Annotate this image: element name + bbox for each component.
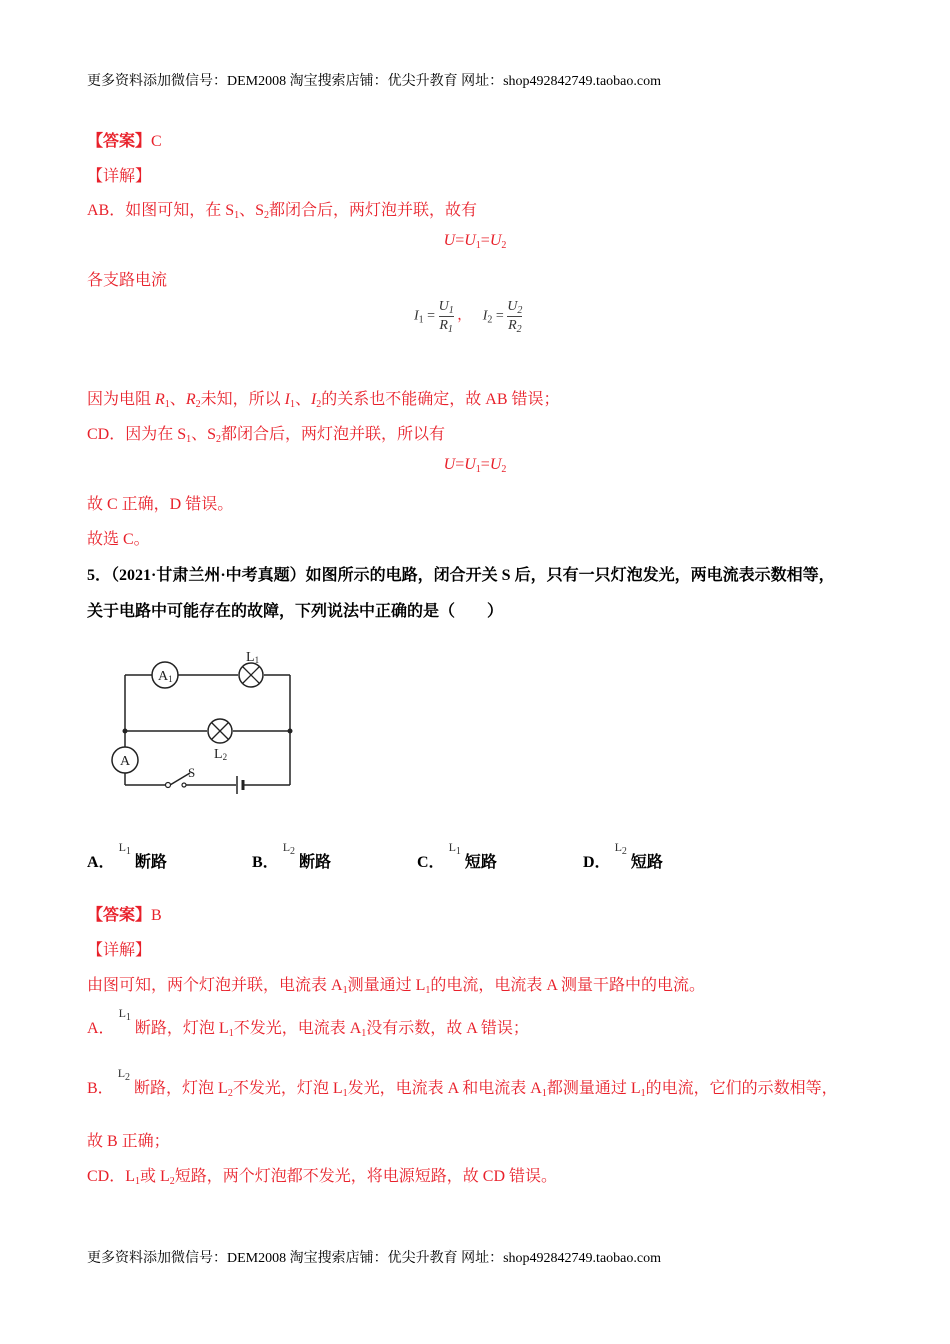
branch-current-text: 各支路电流 xyxy=(87,272,168,289)
option-c[interactable]: C． $L_1$ 短路 xyxy=(417,840,497,871)
option-b[interactable]: B． $L_2$ 断路 xyxy=(252,840,332,871)
c-correct-text: 故 C 正确，D 错误。 xyxy=(87,496,234,513)
switch-s-label: S xyxy=(188,765,196,780)
switch-contact-icon xyxy=(166,783,171,788)
resistance-unknown-text: 因为电阻 $R_1$、$R_2$未知，所以 $I_1$、$I_2$的关系也不能确定，故 AB 错误； xyxy=(87,391,560,410)
ammeter-a-label: A xyxy=(120,754,131,769)
answer-label: 【答案】 xyxy=(87,133,152,150)
q5-detail-b-cont: 故 B 正确； xyxy=(87,1133,170,1150)
page-header: 更多资料添加微信号：DEM2008 淘宝搜索店铺：优尖升教育 网址：shop492842749.taobao.com xyxy=(87,74,661,89)
lamp-l1-label: L1 xyxy=(246,650,260,665)
voltage-equation-2: $U=U_1=U_2$ xyxy=(443,456,507,475)
lamp-l2-icon xyxy=(208,719,232,743)
ab-explanation: AB．如图可知，在 $S_1$、$S_2$都闭合后，两灯泡并联，故有 xyxy=(87,202,478,221)
q5-detail-a: A． $^{L_1}$ 断路，灯泡 $L_1$不发光，电流表 $A_1$没有示数，故 A 错误； xyxy=(87,1006,529,1039)
q5-detail-b: B． $^{L_2}$ 断路，灯泡 $L_2$不发光，灯泡 $L_1$发光，电流表 A 和电流表 $A_1$都测量通过 $L_1$的电流，它们的示数相等， xyxy=(87,1066,838,1099)
question-5-stem-line2: 关于电路中可能存在的故障，下列说法中正确的是（ ） xyxy=(87,603,504,620)
lamp-l1-icon xyxy=(239,663,263,687)
junction-dot-icon xyxy=(288,729,293,734)
page-footer: 更多资料添加微信号：DEM2008 淘宝搜索店铺：优尖升教育 网址：shop492842749.taobao.com xyxy=(87,1251,661,1266)
lamp-l2-label: L2 xyxy=(214,747,228,762)
current-formula: $I_1$ = $\frac{U_1}{R_1}$ ， $I_2$ = $\frac{U_2}{R_2}$ xyxy=(414,299,523,335)
answer-line xyxy=(87,128,162,151)
voltage-equation-1: $U=U_1=U_2$ xyxy=(443,232,507,251)
ammeter-a1-label: A1 xyxy=(158,669,173,684)
circuit-diagram xyxy=(100,640,310,800)
option-d[interactable]: D． $L_2$ 短路 xyxy=(583,840,663,871)
fraction-2: $\frac{U_2}{R_2}$ xyxy=(507,299,523,335)
fraction-1: $\frac{U_1}{R_1}$ xyxy=(438,299,454,335)
q5-detail-cd: CD．$L_1$或 $L_2$短路，两个灯泡都不发光，将电源短路，故 CD 错误。 xyxy=(87,1168,558,1187)
question-5-stem-line1: 5．（2021·甘肃兰州·中考真题）如图所示的电路，闭合开关 S 后，只有一只灯泡发光，两电流表示数相等， xyxy=(87,567,835,584)
junction-dot-icon xyxy=(123,729,128,734)
switch-contact-icon xyxy=(182,783,186,787)
answer-value: C xyxy=(151,133,162,150)
detail-label: 【详解】 xyxy=(87,168,152,185)
option-a[interactable]: A． $L_1$ 断路 xyxy=(87,840,167,871)
q5-detail-line1: 由图可知，两个灯泡并联，电流表 $A_1$测量通过 $L_1$的电流，电流表 A 测量干路中的电流。 xyxy=(87,977,706,996)
cd-explanation: CD．因为在 $S_1$、$S_2$都闭合后，两灯泡并联，所以有 xyxy=(87,426,446,445)
choose-text: 故选 C。 xyxy=(87,531,150,548)
answer-line-q5: 【答案】B xyxy=(87,907,162,924)
detail-label-q5: 【详解】 xyxy=(87,942,152,959)
